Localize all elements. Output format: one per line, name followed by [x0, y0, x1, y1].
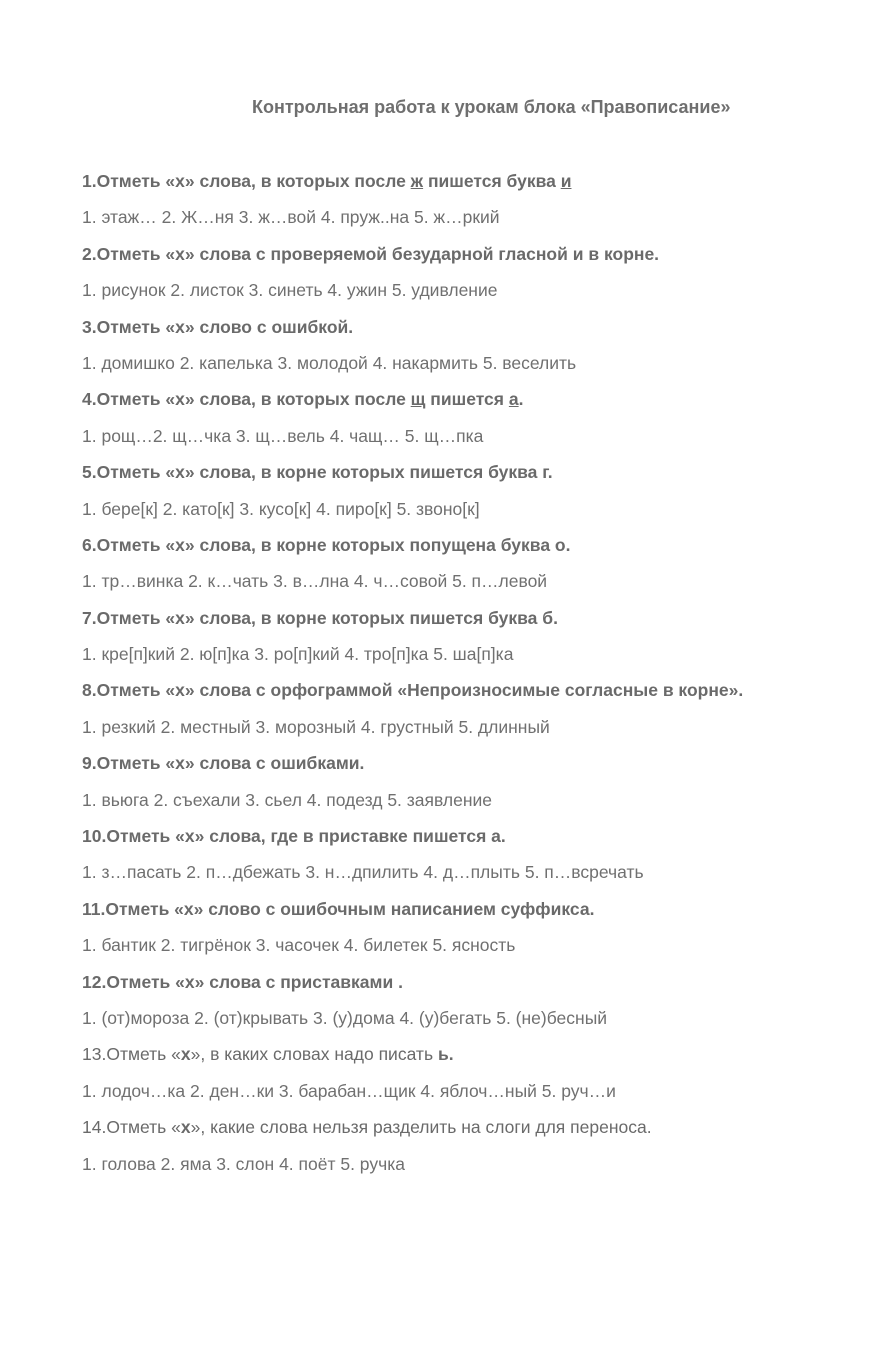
questions-list [82, 170, 862, 1189]
answers-13: 1. лодоч…ка 2. ден…ки 3. барабан…щик 4. яблоч…ный 5. руч…и [82, 1080, 616, 1101]
answers-14: 1. голова 2. яма 3. слон 4. поёт 5. ручка [82, 1153, 405, 1174]
question-4: 4.Отметь «х» слова, в которых после щ пишется а. [82, 389, 524, 410]
question-6: 6.Отметь «х» слова, в корне которых попущена буква о. [82, 534, 571, 555]
answers-2: 1. рисунок 2. листок 3. синеть 4. ужин 5. удивление [82, 280, 498, 301]
page-title: Контрольная работа к урокам блока «Правописание» [252, 97, 731, 117]
question-13: 13.Отметь «х», в каких словах надо писать ь. [82, 1044, 454, 1065]
answers-5: 1. бере[к] 2. като[к] 3. кусо[к] 4. пиро[к] 5. звоно[к] [82, 498, 480, 519]
question-14: 14.Отметь «х», какие слова нельзя разделить на слоги для переноса. [82, 1117, 652, 1138]
question-8: 8.Отметь «х» слова с орфограммой «Непроизносимые согласные в корне». [82, 680, 744, 701]
answers-12: 1. (от)мороза 2. (от)крывать 3. (у)дома 4. (у)бегать 5. (не)бесный [82, 1007, 608, 1028]
question-12: 12.Отметь «х» слова с приставками . [82, 971, 403, 992]
answers-3: 1. домишко 2. капелька 3. молодой 4. накармить 5. веселить [82, 352, 577, 373]
question-11: 11.Отметь «х» слово с ошибочным написанием суффикса. [82, 898, 595, 919]
answers-10: 1. з…пасать 2. п…дбежать 3. н…дпилить 4. д…плыть 5. п…всречать [82, 862, 644, 883]
question-1: 1.Отметь «х» слова, в которых после ж пишется буква и [82, 171, 572, 191]
question-7: 7.Отметь «х» слова, в корне которых пишется буква б. [82, 607, 558, 628]
question-2: 2.Отметь «х» слова с проверяемой безударной гласной и в корне. [82, 243, 660, 264]
answers-1: 1. этаж… 2. Ж…ня 3. ж…вой 4. пруж..на 5. ж…ркий [82, 207, 500, 228]
answers-6: 1. тр…винка 2. к…чать 3. в…лна 4. ч…совой 5. п…левой [82, 571, 548, 592]
question-5: 5.Отметь «х» слова, в корне которых пишется буква г. [82, 462, 553, 483]
answers-7: 1. кре[п]кий 2. ю[п]ка 3. ро[п]кий 4. тро[п]ка 5. ша[п]ка [82, 644, 514, 665]
answers-11: 1. бантик 2. тигрёнок 3. часочек 4. билетек 5. ясность [82, 935, 516, 956]
question-10: 10.Отметь «х» слова, где в приставке пишется а. [82, 826, 506, 847]
answers-9: 1. вьюга 2. съехали 3. сьел 4. подезд 5. заявление [82, 789, 493, 810]
question-9: 9.Отметь «х» слова с ошибками. [82, 753, 365, 774]
answers-8: 1. резкий 2. местный 3. морозный 4. грустный 5. длинный [82, 716, 550, 737]
answers-4: 1. рощ…2. щ…чка 3. щ…вель 4. чащ… 5. щ…пка [82, 425, 484, 446]
question-3: 3.Отметь «х» слово с ошибкой. [82, 316, 354, 337]
